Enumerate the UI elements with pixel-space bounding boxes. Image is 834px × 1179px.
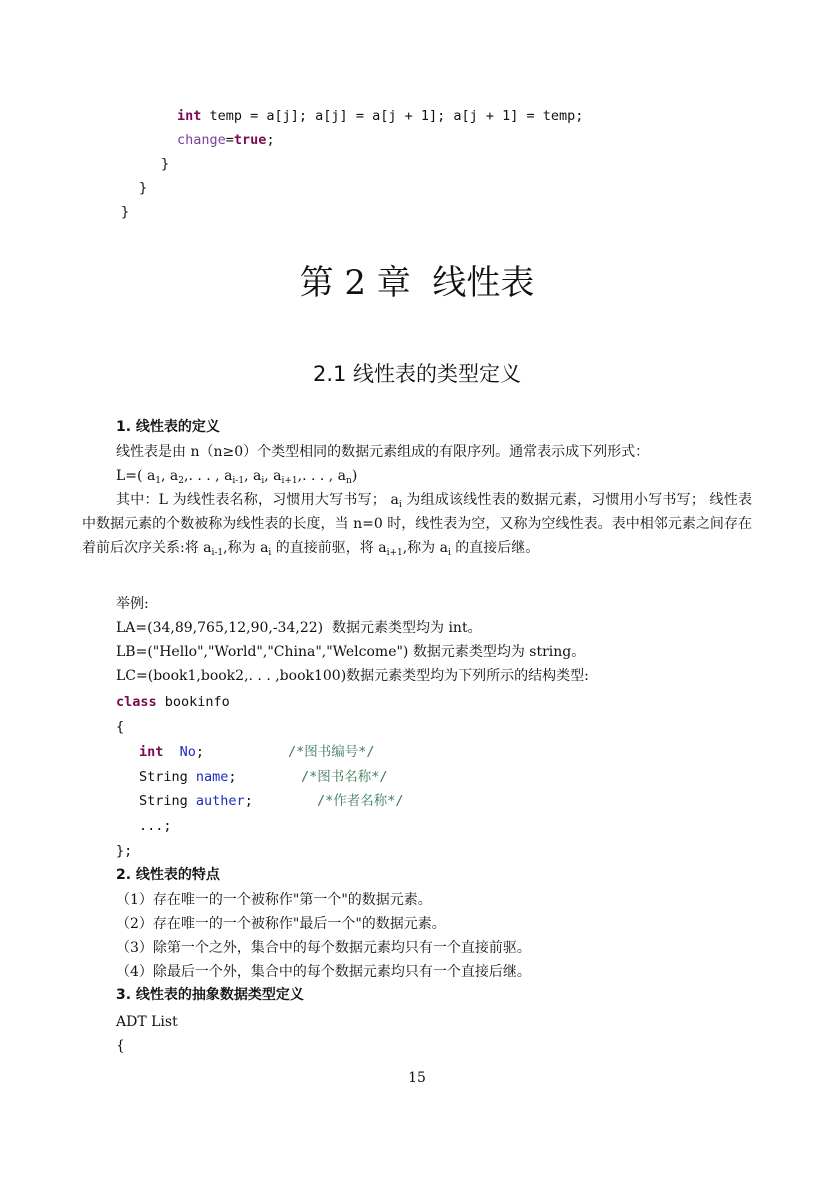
text-run: 的直接前驱，将 a (271, 540, 387, 556)
subscript: i-1 (211, 548, 224, 558)
formula-part: ) (351, 468, 358, 484)
feature-item: （3）除第一个之外，集合中的每个数据元素均只有一个直接前驱。 (116, 940, 531, 956)
adt-brace: { (116, 1038, 125, 1054)
feature-item: （2）存在唯一的一个被称作"最后一个"的数据元素。 (116, 916, 446, 932)
code-comment: /*图书编号*/ (288, 744, 375, 760)
code-field-name: auther (195, 793, 245, 809)
section-title: 2.1 线性表的类型定义 (312, 362, 522, 386)
subsection-heading: 1. 线性表的定义 (116, 419, 220, 435)
subscript: i (261, 476, 265, 486)
code-line-swap (177, 104, 583, 128)
formula-part: ,. . . , a (184, 468, 233, 484)
example-label: 举例: (116, 596, 149, 612)
code-semicolon: ; (244, 793, 253, 809)
formula-part: , a (244, 468, 262, 484)
subscript: i (398, 500, 402, 510)
code-keyword: true (233, 132, 267, 148)
code-field-name-line (139, 765, 237, 789)
formula-part: , a (161, 468, 179, 484)
text-run: ,称为 a (223, 540, 269, 556)
definition-paragraph: 线性表是由 n（n≥0）个类型相同的数据元素组成的有限序列。通常表示成下列形式： (116, 444, 650, 460)
code-type: String (139, 793, 196, 809)
page-number: 15 (408, 1070, 426, 1086)
subscript: 1 (155, 476, 162, 486)
code-semicolon: ; (228, 769, 237, 785)
code-class-decl (116, 690, 230, 714)
explanation-paragraph (82, 488, 752, 560)
code-field-name: No (179, 744, 196, 760)
example-la: LA=(34,89,765,12,90,-34,22) 数据元素类型均为 int。 (116, 620, 482, 636)
code-comment: /*图书名称*/ (301, 769, 388, 785)
code-brace: { (116, 719, 125, 735)
code-brace: } (139, 180, 148, 196)
code-semicolon: ; (195, 744, 205, 760)
subsection-heading: 2. 线性表的特点 (116, 867, 220, 883)
code-type: String (139, 769, 196, 785)
subscript: i (268, 548, 272, 558)
text-run: 其中：L 为线性表名称，习惯用大写书写； a (116, 492, 399, 508)
code-variable: change (177, 132, 226, 148)
text-run: 为组成该线性表的数据元素，习惯用小写书写； 线性表中数据元素的个数被称为线性表的长度，当 n=0 时，线性表为空，又称为空线性表。表中相邻元素之间存在着前后次序关系:将 a (82, 492, 752, 556)
text-run: 的直接后继。 (450, 540, 540, 556)
chapter-title: 第 2 章 线性表 (299, 263, 535, 303)
subscript: i-1 (232, 476, 245, 486)
code-keyword: class (116, 694, 157, 710)
adt-line: ADT List (116, 1014, 178, 1030)
code-comment: /*作者名称*/ (317, 793, 404, 809)
code-line-change (177, 128, 275, 152)
code-brace: } (161, 156, 170, 172)
subscript: 2 (178, 476, 185, 486)
code-field-name: name (195, 769, 229, 785)
code-text: temp = a[j]; a[j] = a[j + 1]; a[j + 1] = temp; (201, 108, 584, 124)
text-run: ,称为 a (402, 540, 448, 556)
code-brace: }; (116, 843, 133, 859)
subscript: i (447, 548, 451, 558)
formula-line (116, 464, 357, 488)
subsection-heading: 3. 线性表的抽象数据类型定义 (116, 987, 304, 1003)
formula-part: ,. . . , a (297, 468, 347, 484)
code-keyword: int (177, 108, 202, 124)
feature-item: （1）存在唯一的一个被称作"第一个"的数据元素。 (116, 892, 432, 908)
feature-item: （4）除最后一个外，集合中的每个数据元素均只有一个直接后继。 (116, 964, 531, 980)
code-field-no (139, 740, 204, 764)
code-ellipsis: ...; (139, 818, 172, 834)
example-lb: LB=("Hello","World","China","Welcome") 数据元素类型均为 string。 (116, 644, 586, 660)
code-brace: } (121, 204, 130, 220)
example-lc: LC=(book1,book2,. . . ,book100)数据元素类型均为下列所示的结构类型: (116, 668, 589, 684)
subscript: i+1 (386, 548, 403, 558)
code-field-auther (139, 789, 253, 813)
code-semicolon: ; (266, 132, 275, 148)
formula-part: L=( a (116, 468, 156, 484)
code-operator: = (225, 132, 234, 148)
subscript: i+1 (281, 476, 298, 486)
subscript: n (346, 476, 352, 486)
code-class-name: bookinfo (156, 694, 230, 710)
formula-part: , a (264, 468, 282, 484)
code-keyword: int (139, 744, 164, 760)
